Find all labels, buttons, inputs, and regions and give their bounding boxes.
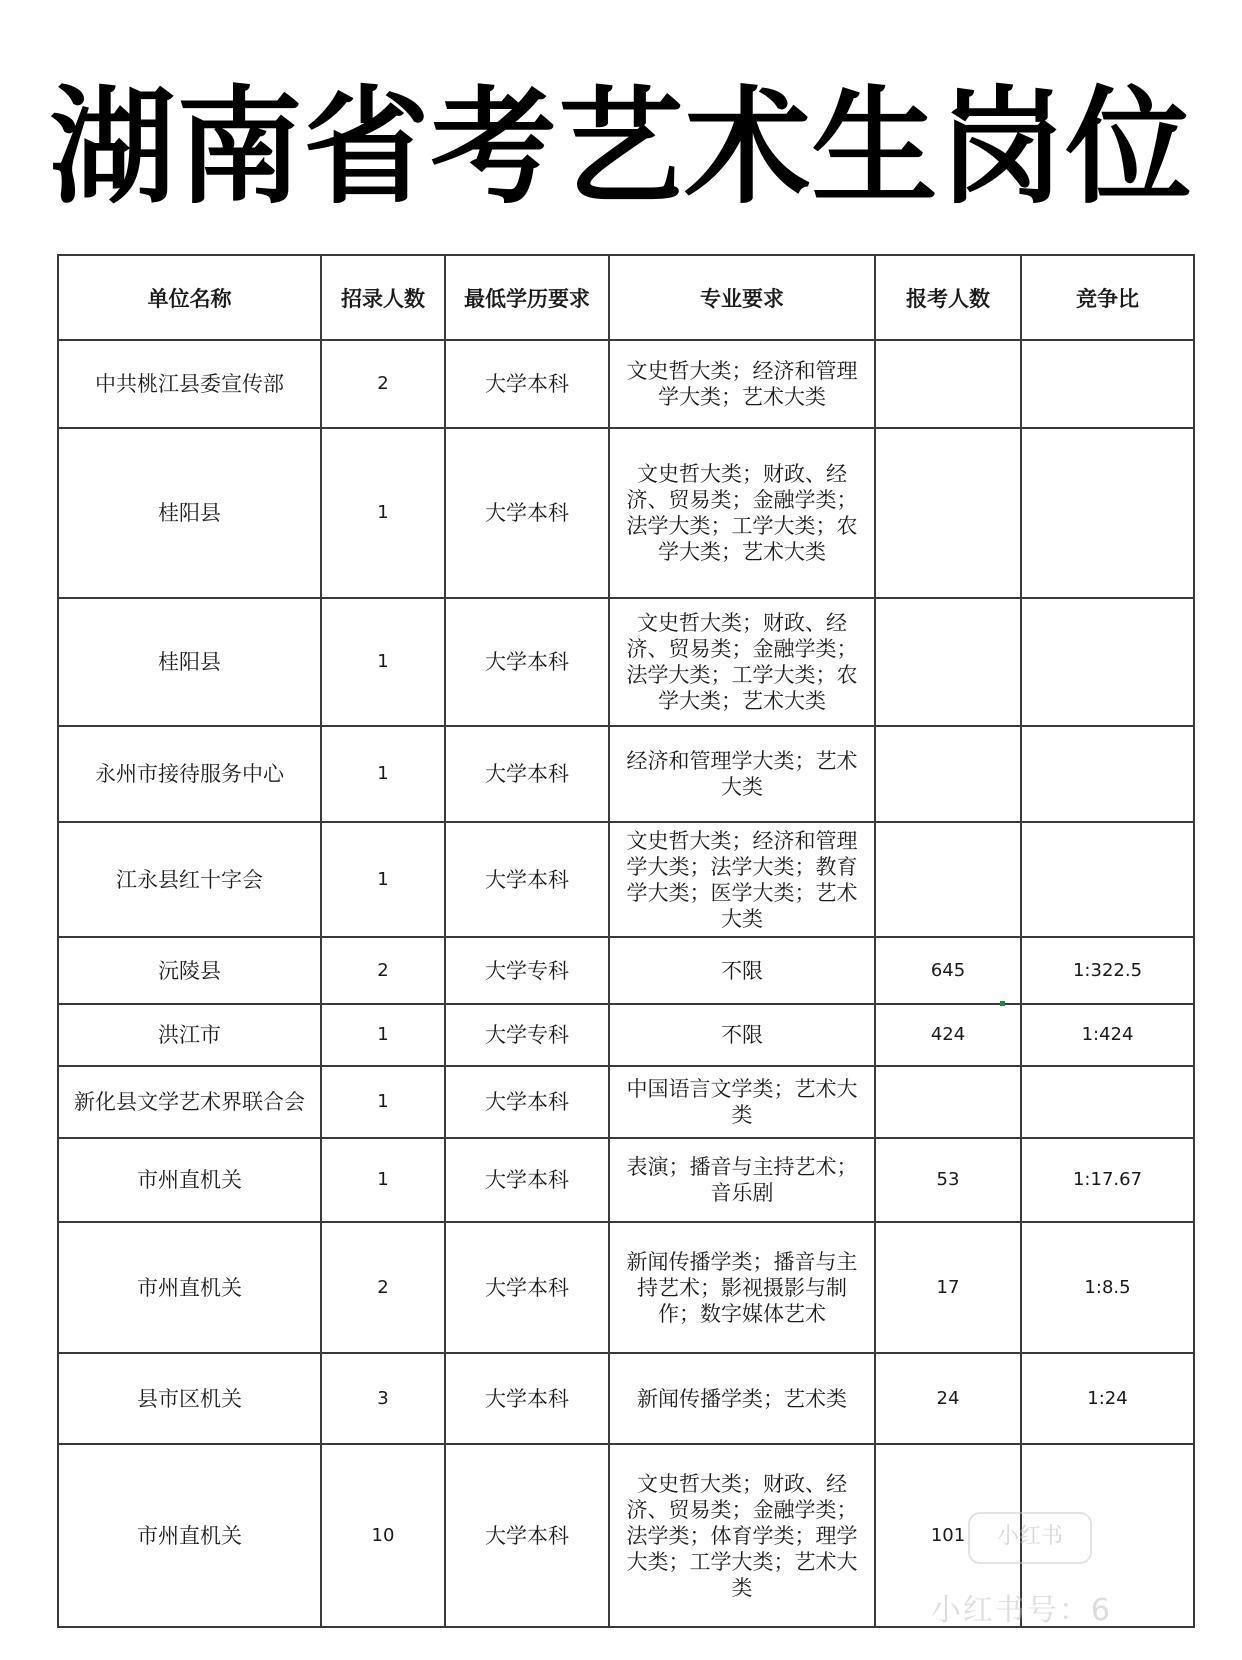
- cell-unit: 市州直机关: [58, 1138, 321, 1222]
- cell-count: 3: [321, 1353, 445, 1444]
- table-row: [58, 340, 1194, 428]
- page-title: 湖南省考艺术生岗位: [49, 74, 1193, 221]
- cell-unit: 江永县红十字会: [58, 822, 321, 937]
- table-row: [58, 1004, 1194, 1066]
- watermark-text: 小红书号：6: [930, 1593, 1112, 1628]
- header-applicants: 报考人数: [875, 255, 1021, 340]
- cell-major: 文史哲大类；经济和管理学大类；艺术大类: [609, 340, 875, 428]
- table-row: [58, 937, 1194, 1004]
- cell-applicants: [875, 1066, 1021, 1138]
- cell-edu: 大学本科: [445, 340, 609, 428]
- cell-major: 文史哲大类；财政、经济、贸易类；金融学类；法学大类；工学大类；农学大类；艺术大类: [609, 428, 875, 598]
- cell-count: 2: [321, 937, 445, 1004]
- cell-major: 经济和管理学大类；艺术大类: [609, 726, 875, 822]
- cell-edu: 大学本科: [445, 428, 609, 598]
- table-row: [58, 822, 1194, 937]
- cell-ratio: [1021, 726, 1194, 822]
- cell-applicants: [875, 340, 1021, 428]
- cell-count: 2: [321, 1222, 445, 1353]
- cell-edu: 大学本科: [445, 822, 609, 937]
- cell-edu: 大学本科: [445, 1353, 609, 1444]
- cell-applicants: 645: [875, 937, 1021, 1004]
- cell-edu: 大学本科: [445, 598, 609, 726]
- header-major: 专业要求: [609, 255, 875, 340]
- table-row: [58, 726, 1194, 822]
- header-row: [58, 255, 1194, 340]
- cell-ratio: [1021, 1066, 1194, 1138]
- table-row: [58, 1353, 1194, 1444]
- cell-major: 文史哲大类；财政、经济、贸易类；金融学类；法学大类；工学大类；农学大类；艺术大类: [609, 598, 875, 726]
- cell-ratio: [1021, 822, 1194, 937]
- cell-count: 1: [321, 1004, 445, 1066]
- cell-count: 2: [321, 340, 445, 428]
- cell-edu: 大学专科: [445, 937, 609, 1004]
- cell-ratio: [1021, 428, 1194, 598]
- cell-marker: [1000, 1001, 1005, 1006]
- cell-unit: 桂阳县: [58, 598, 321, 726]
- cell-count: 1: [321, 598, 445, 726]
- cell-applicants: [875, 598, 1021, 726]
- cell-unit: 中共桃江县委宣传部: [58, 340, 321, 428]
- cell-applicants: 424: [875, 1004, 1021, 1066]
- cell-major: 文史哲大类；经济和管理学大类；法学大类；教育学大类；医学大类；艺术大类: [609, 822, 875, 937]
- cell-count: 1: [321, 1138, 445, 1222]
- cell-unit: 沅陵县: [58, 937, 321, 1004]
- cell-count: 1: [321, 822, 445, 937]
- positions-table: [57, 254, 1195, 1628]
- header-unit: 单位名称: [58, 255, 321, 340]
- table-row: [58, 598, 1194, 726]
- cell-major: 不限: [609, 1004, 875, 1066]
- header-ratio: 竞争比: [1021, 255, 1194, 340]
- cell-applicants: 24: [875, 1353, 1021, 1444]
- cell-unit: 新化县文学艺术界联合会: [58, 1066, 321, 1138]
- cell-applicants: 53: [875, 1138, 1021, 1222]
- cell-count: 10: [321, 1444, 445, 1627]
- cell-edu: 大学本科: [445, 1222, 609, 1353]
- cell-unit: 市州直机关: [58, 1444, 321, 1627]
- cell-applicants: [875, 726, 1021, 822]
- cell-count: 1: [321, 1066, 445, 1138]
- cell-major: 新闻传播学类；播音与主持艺术；影视摄影与制作；数字媒体艺术: [609, 1222, 875, 1353]
- cell-ratio: 1:424: [1021, 1004, 1194, 1066]
- cell-major: 新闻传播学类；艺术类: [609, 1353, 875, 1444]
- cell-ratio: [1021, 598, 1194, 726]
- cell-unit: 永州市接待服务中心: [58, 726, 321, 822]
- header-edu: 最低学历要求: [445, 255, 609, 340]
- cell-ratio: 1:24: [1021, 1353, 1194, 1444]
- cell-applicants: 17: [875, 1222, 1021, 1353]
- cell-ratio: 1:322.5: [1021, 937, 1194, 1004]
- cell-unit: 洪江市: [58, 1004, 321, 1066]
- cell-major: 中国语言文学类；艺术大类: [609, 1066, 875, 1138]
- table-row: [58, 428, 1194, 598]
- cell-applicants: [875, 822, 1021, 937]
- cell-major: 不限: [609, 937, 875, 1004]
- cell-ratio: [1021, 340, 1194, 428]
- cell-unit: 桂阳县: [58, 428, 321, 598]
- cell-edu: 大学本科: [445, 726, 609, 822]
- cell-edu: 大学本科: [445, 1138, 609, 1222]
- cell-unit: 市州直机关: [58, 1222, 321, 1353]
- cell-edu: 大学专科: [445, 1004, 609, 1066]
- cell-major: 表演；播音与主持艺术；音乐剧: [609, 1138, 875, 1222]
- cell-count: 1: [321, 726, 445, 822]
- cell-count: 1: [321, 428, 445, 598]
- cell-ratio: 1:8.5: [1021, 1222, 1194, 1353]
- header-count: 招录人数: [321, 255, 445, 340]
- cell-edu: 大学本科: [445, 1444, 609, 1627]
- cell-applicants: [875, 428, 1021, 598]
- cell-applicants: 101: [875, 1444, 1021, 1627]
- watermark-logo: 小红书: [968, 1512, 1092, 1564]
- table-row: [58, 1066, 1194, 1138]
- cell-major: 文史哲大类；财政、经济、贸易类；金融学类；法学类；体育学类；理学大类；工学大类；艺术大类: [609, 1444, 875, 1627]
- table-row: [58, 1138, 1194, 1222]
- cell-ratio: 1:17.67: [1021, 1138, 1194, 1222]
- cell-edu: 大学本科: [445, 1066, 609, 1138]
- table-row: [58, 1222, 1194, 1353]
- cell-unit: 县市区机关: [58, 1353, 321, 1444]
